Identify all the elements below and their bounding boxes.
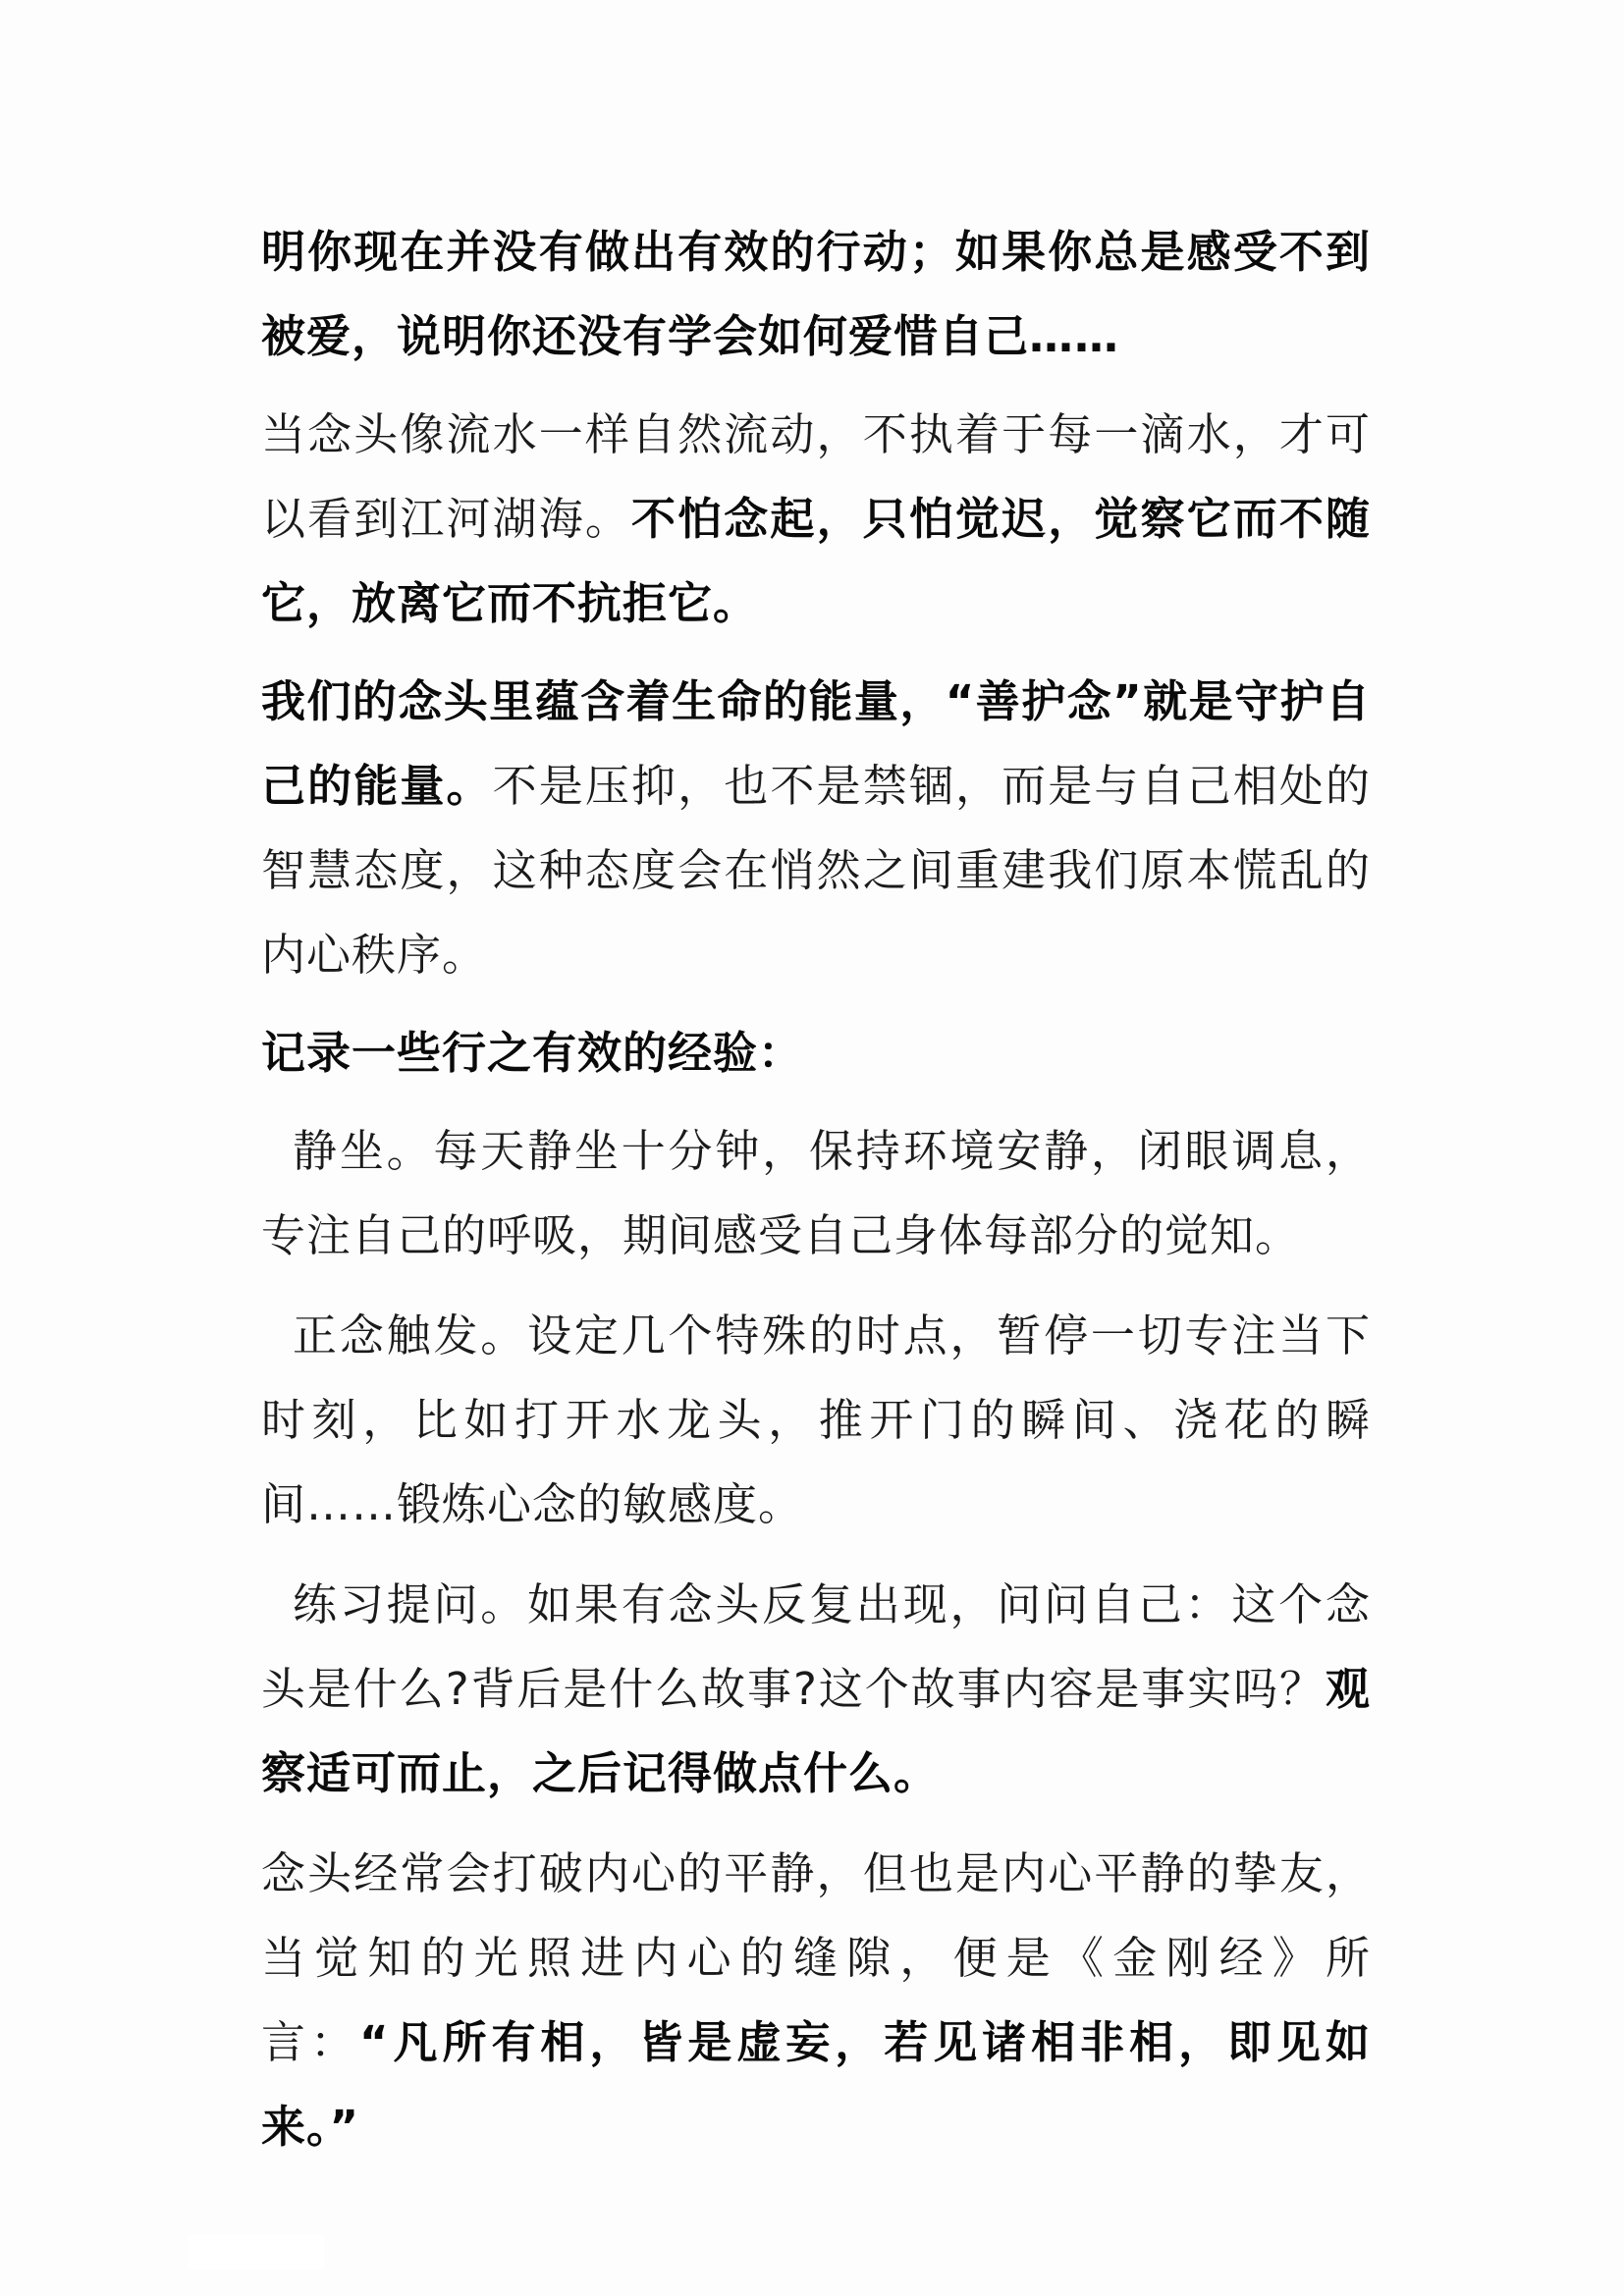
regular-text: 静坐。每天静坐十分钟，保持环境安静，闭眼调息，专注自己的呼吸，期间感受自己身体每部分的觉知。 [261, 1125, 1371, 1261]
list-item-meditation [261, 1109, 1371, 1278]
bold-text: 明你现在并没有做出有效的行动；如果你总是感受不到被爱，说明你还没有学会如何爱惜自己…… [261, 226, 1371, 362]
regular-text: 不是压抑，也不是禁锢，而是与自己相处的智慧态度，这种态度会在悄然之间重建我们原本慌乱的内心秩序。 [261, 760, 1371, 981]
regular-text: 当念头像流水一样自然流动，不执着于每一滴水，才可以看到江河湖海。 [261, 408, 1371, 545]
paragraph-flowing-thoughts [261, 393, 1371, 646]
bold-text: 记录一些行之有效的经验： [261, 1027, 804, 1079]
scan-artifact [189, 2234, 324, 2269]
bold-text: 我们的念头里蕴含着生命的能量，“善护念”就是守护自己的能量。 [261, 675, 1371, 812]
regular-text: 正念触发。设定几个特殊的时点，暂停一切专注当下时刻，比如打开水龙头，推开门的瞬间、浇花的瞬间……锻炼心念的敏感度。 [261, 1309, 1371, 1530]
paragraph-ineffective-action [261, 210, 1371, 379]
regular-text: 练习提问。如果有念头反复出现，问问自己：这个念头是什么?背后是什么故事?这个故事内容是事实吗？ [261, 1578, 1371, 1715]
regular-text: 念头经常会打破内心的平静，但也是内心平静的挚友，当觉知的光照进内心的缝隙，便是《金刚经》所言： [261, 1847, 1371, 2068]
paragraph-diamond-sutra [261, 1832, 1371, 2169]
bold-quote: “凡所有相，皆是虚妄，若见诸相非相，即见如来。” [261, 2016, 1371, 2153]
paragraph-guard-thoughts [261, 660, 1371, 997]
document-body [261, 210, 1371, 2183]
list-item-mindfulness-trigger [261, 1294, 1371, 1547]
section-heading-experiences [261, 1011, 1371, 1095]
bold-text: 不怕念起，只怕觉迟，觉察它而不随它，放离它而不抗拒它。 [261, 493, 1371, 629]
bold-text: 观察适可而止，之后记得做点什么。 [261, 1663, 1371, 1799]
list-item-questioning [261, 1563, 1371, 1816]
